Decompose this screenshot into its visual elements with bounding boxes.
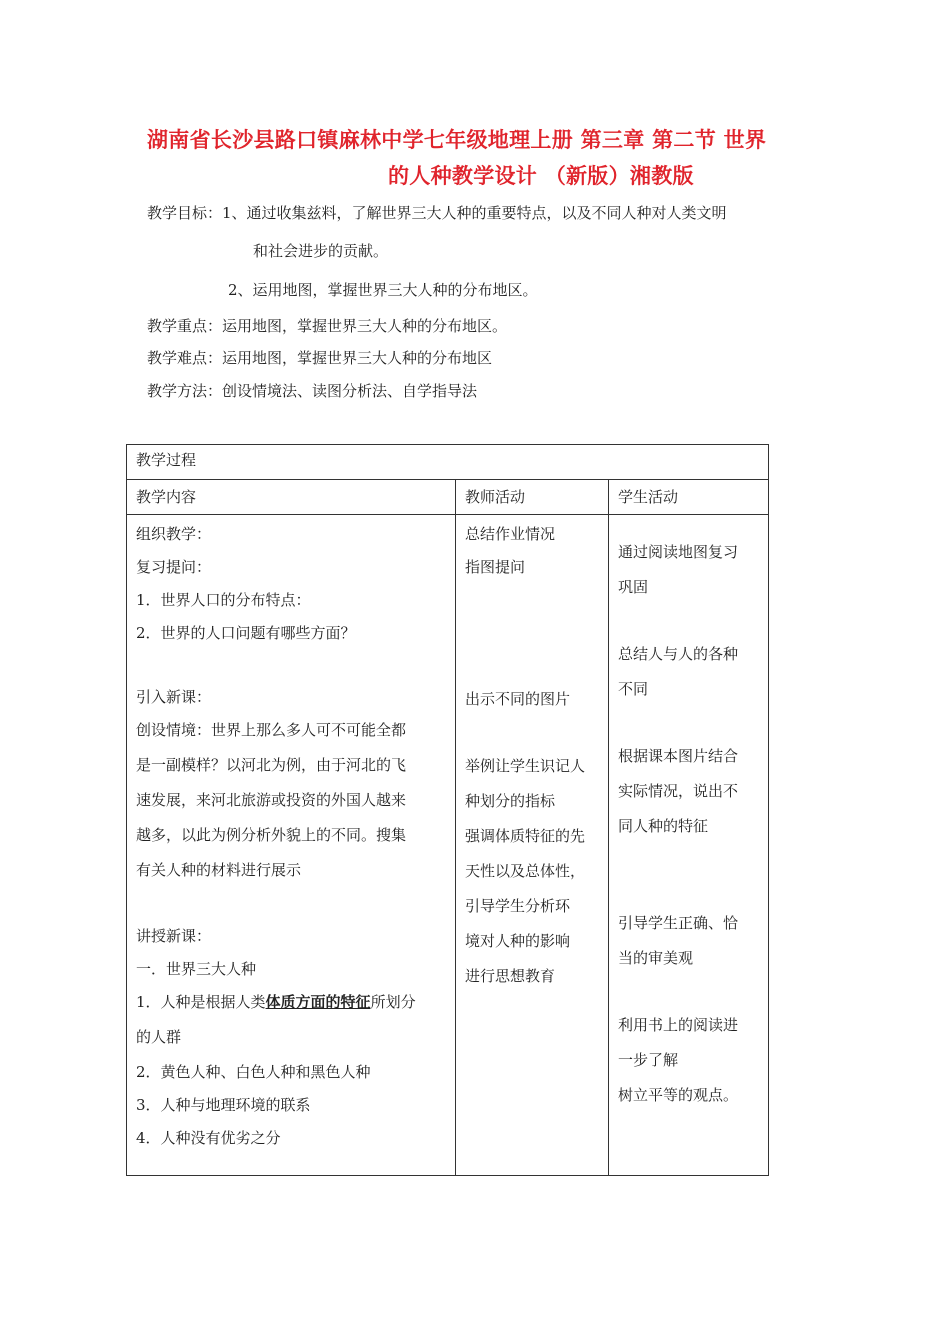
header-teacher bbox=[456, 480, 609, 515]
student-line: 同人种的特征 bbox=[618, 817, 709, 835]
student-column bbox=[609, 515, 769, 1176]
student-line: 一步了解 bbox=[618, 1051, 679, 1069]
content-line-suffix: 所划分 bbox=[370, 993, 416, 1011]
teacher-line: 指图提问 bbox=[465, 558, 526, 576]
teacher-line: 境对人种的影响 bbox=[465, 932, 571, 950]
content-line: 速发展，来河北旅游或投资的外国人越来 bbox=[136, 791, 407, 809]
content-line: 2．世界的人口问题有哪些方面？ bbox=[136, 624, 356, 642]
header-student-label: 学生活动 bbox=[618, 488, 679, 506]
document-title-line-1: 湖南省长沙县路口镇麻林中学七年级地理上册 第三章 第二节 世界 bbox=[147, 128, 767, 152]
header-content bbox=[127, 480, 456, 515]
objective-1-continued: 和社会进步的贡献。 bbox=[253, 242, 389, 260]
teacher-line: 种划分的指标 bbox=[465, 792, 556, 810]
content-line: 2．黄色人种、白色人种和黑色人种 bbox=[136, 1063, 371, 1081]
content-line: 4．人种没有优劣之分 bbox=[136, 1129, 281, 1147]
key-point: 教学重点：运用地图，掌握世界三大人种的分布地区。 bbox=[147, 317, 508, 335]
content-line: 创设情境：世界上那么多人可不可能全都 bbox=[136, 721, 407, 739]
student-line: 树立平等的观点。 bbox=[618, 1086, 739, 1104]
student-line: 当的审美观 bbox=[618, 949, 694, 967]
underlined-key-term: 体质方面的特征 bbox=[265, 993, 371, 1011]
teacher-line: 举例让学生识记人 bbox=[465, 757, 586, 775]
difficult-point: 教学难点：运用地图，掌握世界三大人种的分布地区 bbox=[147, 349, 493, 367]
objective-1: 教学目标：1、通过收集兹料，了解世界三大人种的重要特点，以及不同人种对人类文明 bbox=[147, 204, 727, 222]
teacher-column bbox=[456, 515, 609, 1176]
content-line: 一．世界三大人种 bbox=[136, 960, 257, 978]
header-student bbox=[609, 480, 769, 515]
teacher-line: 进行思想教育 bbox=[465, 967, 556, 985]
teacher-line: 出示不同的图片 bbox=[465, 690, 571, 708]
content-line: 讲授新课： bbox=[136, 927, 212, 945]
student-line: 总结人与人的各种 bbox=[618, 645, 739, 663]
content-line: 是一副模样？以河北为例，由于河北的飞 bbox=[136, 756, 407, 774]
document-title-line-2: 的人种教学设计 （新版）湘教版 bbox=[388, 164, 694, 188]
content-line-prefix: 1．人种是根据人类 bbox=[136, 993, 266, 1011]
objective-2: 2、运用地图，掌握世界三大人种的分布地区。 bbox=[228, 281, 538, 299]
header-teacher-label: 教师活动 bbox=[465, 488, 526, 506]
table-title: 教学过程 bbox=[136, 451, 197, 469]
content-line: 越多，以此为例分析外貌上的不同。搜集 bbox=[136, 826, 407, 844]
teacher-line: 引导学生分析环 bbox=[465, 897, 571, 915]
teaching-method: 教学方法：创设情境法、读图分析法、自学指导法 bbox=[147, 382, 478, 400]
content-column bbox=[127, 515, 456, 1176]
table-title-cell bbox=[127, 445, 769, 480]
teacher-line: 强调体质特征的先 bbox=[465, 827, 586, 845]
student-line: 不同 bbox=[618, 680, 649, 698]
student-line: 实际情况，说出不 bbox=[618, 782, 739, 800]
teaching-process-table bbox=[126, 444, 769, 1176]
content-line: 组织教学： bbox=[136, 525, 212, 543]
student-line: 巩固 bbox=[618, 578, 649, 596]
student-line: 利用书上的阅读进 bbox=[618, 1016, 739, 1034]
content-line: 的人群 bbox=[136, 1028, 182, 1046]
teacher-line: 总结作业情况 bbox=[465, 525, 556, 543]
student-line: 根据课本图片结合 bbox=[618, 747, 739, 765]
content-line bbox=[136, 985, 446, 1020]
student-line: 引导学生正确、恰 bbox=[618, 914, 739, 932]
content-line: 有关人种的材料进行展示 bbox=[136, 861, 302, 879]
content-line: 引入新课： bbox=[136, 688, 212, 706]
header-content-label: 教学内容 bbox=[136, 488, 197, 506]
content-line: 复习提问： bbox=[136, 558, 212, 576]
content-line: 1．世界人口的分布特点： bbox=[136, 591, 311, 609]
teacher-line: 天性以及总体性， bbox=[465, 862, 586, 880]
student-line: 通过阅读地图复习 bbox=[618, 543, 739, 561]
content-line: 3．人种与地理环境的联系 bbox=[136, 1096, 311, 1114]
